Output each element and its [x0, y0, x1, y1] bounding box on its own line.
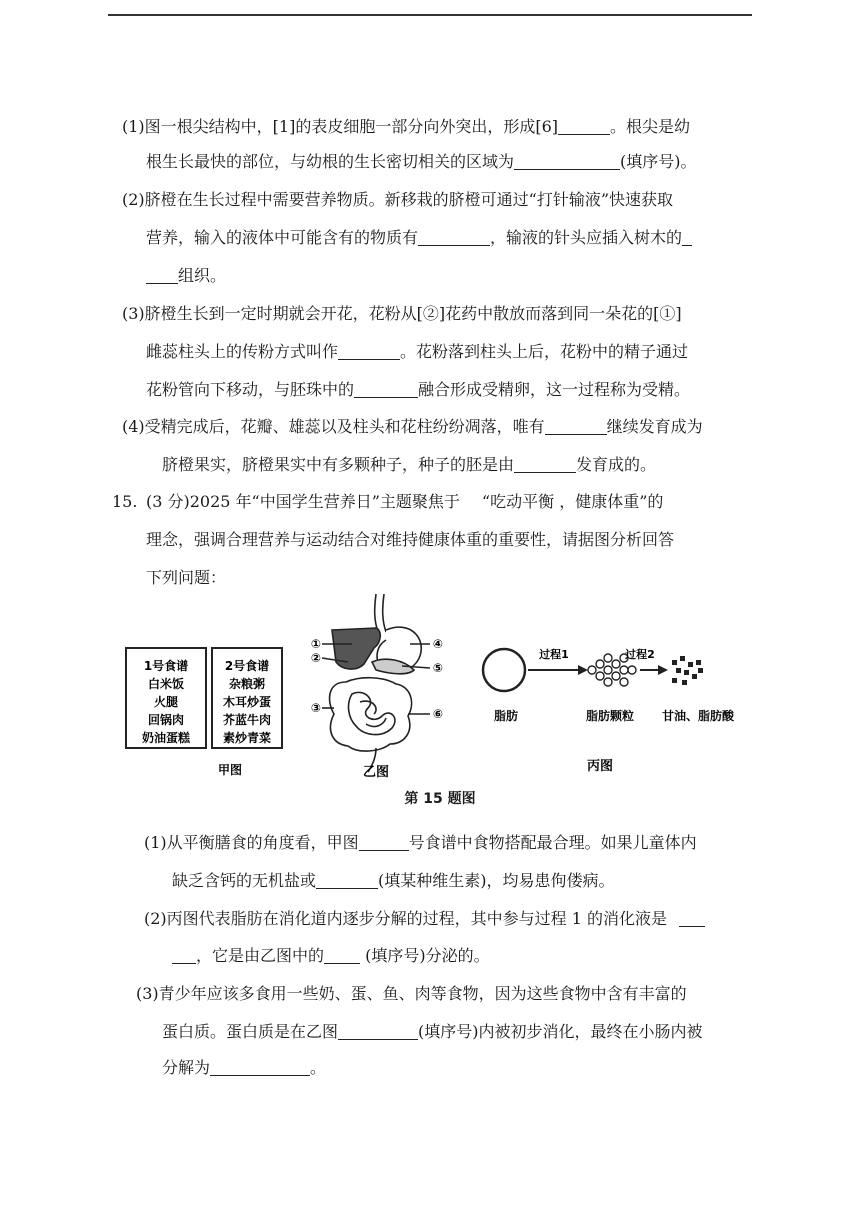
- label-yi: 乙图: [362, 765, 390, 780]
- q15-part3-line2: 蛋白质。蛋白质是在乙图 (填序号)内被初步消化，最终在小肠内被: [162, 1022, 703, 1041]
- menu-1-item: 白米饭: [147, 677, 185, 691]
- q14-part1-line2: 根生长最快的部位，与幼根的生长密切相关的区域为 (填序号)。: [146, 152, 697, 171]
- answer-blank[interactable]: [172, 947, 196, 964]
- answer-blank[interactable]: [682, 229, 692, 246]
- q14-part3-line3: 花粉管向下移动，与胚珠中的 融合形成受精卵，这一过程称为受精。: [146, 380, 691, 399]
- q14-part3-line1: (3)脐橙生长到一定时期就会开花，花粉从[②]花药中散放而落到同一朵花的[①]: [122, 304, 682, 323]
- q15-part1-line1: (1)从平衡膳食的角度看，甲图 号食谱中食物搭配最合理。如果儿童体内: [144, 833, 697, 852]
- label-jia: 甲图: [217, 763, 243, 777]
- answer-blank[interactable]: [679, 910, 705, 927]
- q15-stem-line3: 下列问题：: [146, 568, 227, 587]
- digestive-system-illustration: [322, 594, 430, 772]
- label-bing: 丙图: [586, 759, 614, 774]
- organ-mark-6: ⑥: [432, 707, 444, 721]
- q15-part3-line3: 分解为 。: [162, 1058, 327, 1077]
- q15-stem-line2: 理念，强调合理营养与运动结合对维持健康体重的重要性，请据图分析回答: [146, 530, 675, 549]
- q15-part1-line2: 缺乏含钙的无机盐或 (填某种维生素)，均易患佝偻病。: [172, 871, 615, 890]
- figure-caption: 第 15 题图: [404, 791, 476, 807]
- menu-2-item: 杂粮粥: [228, 677, 266, 691]
- q15-figure: [120, 590, 740, 810]
- header-rule: [108, 14, 752, 16]
- organ-mark-1: ①: [310, 637, 322, 651]
- q14-part1-line1: (1)图一根尖结构中，[1]的表皮细胞一部分向外突出，形成[6] 。根尖是幼: [122, 117, 691, 136]
- answer-blank[interactable]: [558, 118, 610, 135]
- glycerol-fatty-acid-particles: [672, 656, 703, 685]
- menu-2-title: 2号食谱: [224, 659, 270, 673]
- q14-part4-line2: 脐橙果实，脐橙果实中有多颗种子，种子的胚是由 发育成的。: [162, 455, 657, 474]
- q14-part2-line2: 营养，输入的液体中可能含有的物质有 ，输液的针头应插入树木的: [146, 228, 692, 248]
- answer-blank[interactable]: [146, 267, 178, 284]
- answer-blank[interactable]: [324, 947, 360, 964]
- q15-part3-line1: (3)青少年应该多食用一些奶、蛋、鱼、肉等食物，因为这些食物中含有丰富的: [136, 984, 687, 1003]
- fat-label: 脂肪: [493, 709, 519, 723]
- fat-particles-label: 脂肪颗粒: [585, 709, 635, 723]
- q15-number: 15.: [112, 492, 138, 511]
- menu-2-item: 素炒青菜: [222, 731, 272, 745]
- q14-part3-line2: 雌蕊柱头上的传粉方式叫作 。花粉落到柱头上后，花粉中的精子通过: [146, 342, 689, 361]
- products-label: 甘油、脂肪酸: [661, 709, 735, 723]
- answer-blank[interactable]: [210, 1059, 310, 1076]
- answer-blank[interactable]: [316, 872, 378, 889]
- answer-blank[interactable]: [338, 1023, 418, 1040]
- answer-blank[interactable]: [338, 343, 400, 360]
- menu-1-item: 奶油蛋糕: [141, 731, 191, 745]
- answer-blank[interactable]: [545, 418, 607, 435]
- menu-1-card: [126, 648, 206, 748]
- menu-1-title: 1号食谱: [143, 659, 189, 673]
- menu-2-item: 芥蓝牛肉: [222, 713, 272, 727]
- q14-part4-line1: (4)受精完成后，花瓣、雄蕊以及柱头和花柱纷纷凋落，唯有 继续发育成为: [122, 417, 703, 436]
- menu-2-item: 木耳炒蛋: [222, 695, 272, 709]
- menu-1-item: 火腿: [153, 695, 179, 709]
- menu-2-card: [212, 648, 282, 748]
- answer-blank[interactable]: [418, 229, 490, 246]
- answer-blank[interactable]: [514, 153, 620, 170]
- figure-diagram: [120, 590, 740, 790]
- answer-blank[interactable]: [354, 381, 418, 398]
- answer-blank[interactable]: [514, 456, 576, 473]
- q14-part2-line1: (2)脐橙在生长过程中需要营养物质。新移栽的脐橙可通过“打针输液”快速获取: [122, 190, 674, 209]
- process-2-label: 过程2: [625, 648, 655, 661]
- q14-part2-line3: 组织。: [146, 266, 226, 286]
- organ-mark-3: ③: [310, 701, 322, 715]
- q15-part2-line2: ，它是由乙图中的 (填序号)分泌的。: [172, 946, 490, 966]
- organ-mark-2: ②: [310, 651, 322, 665]
- organ-mark-5: ⑤: [432, 661, 444, 675]
- answer-blank[interactable]: [359, 834, 409, 851]
- organ-mark-4: ④: [432, 637, 444, 651]
- fat-droplet: [483, 649, 525, 691]
- process-1-label: 过程1: [539, 648, 569, 661]
- q15-stem-line1: (3 分)2025 年“中国学生营养日”主题聚焦于 “吃动平衡 ，健康体重”的: [146, 492, 664, 511]
- menu-1-item: 回锅肉: [147, 713, 185, 727]
- q15-part2-line1: (2)丙图代表脂肪在消化道内逐步分解的过程，其中参与过程 1 的消化液是: [144, 909, 705, 929]
